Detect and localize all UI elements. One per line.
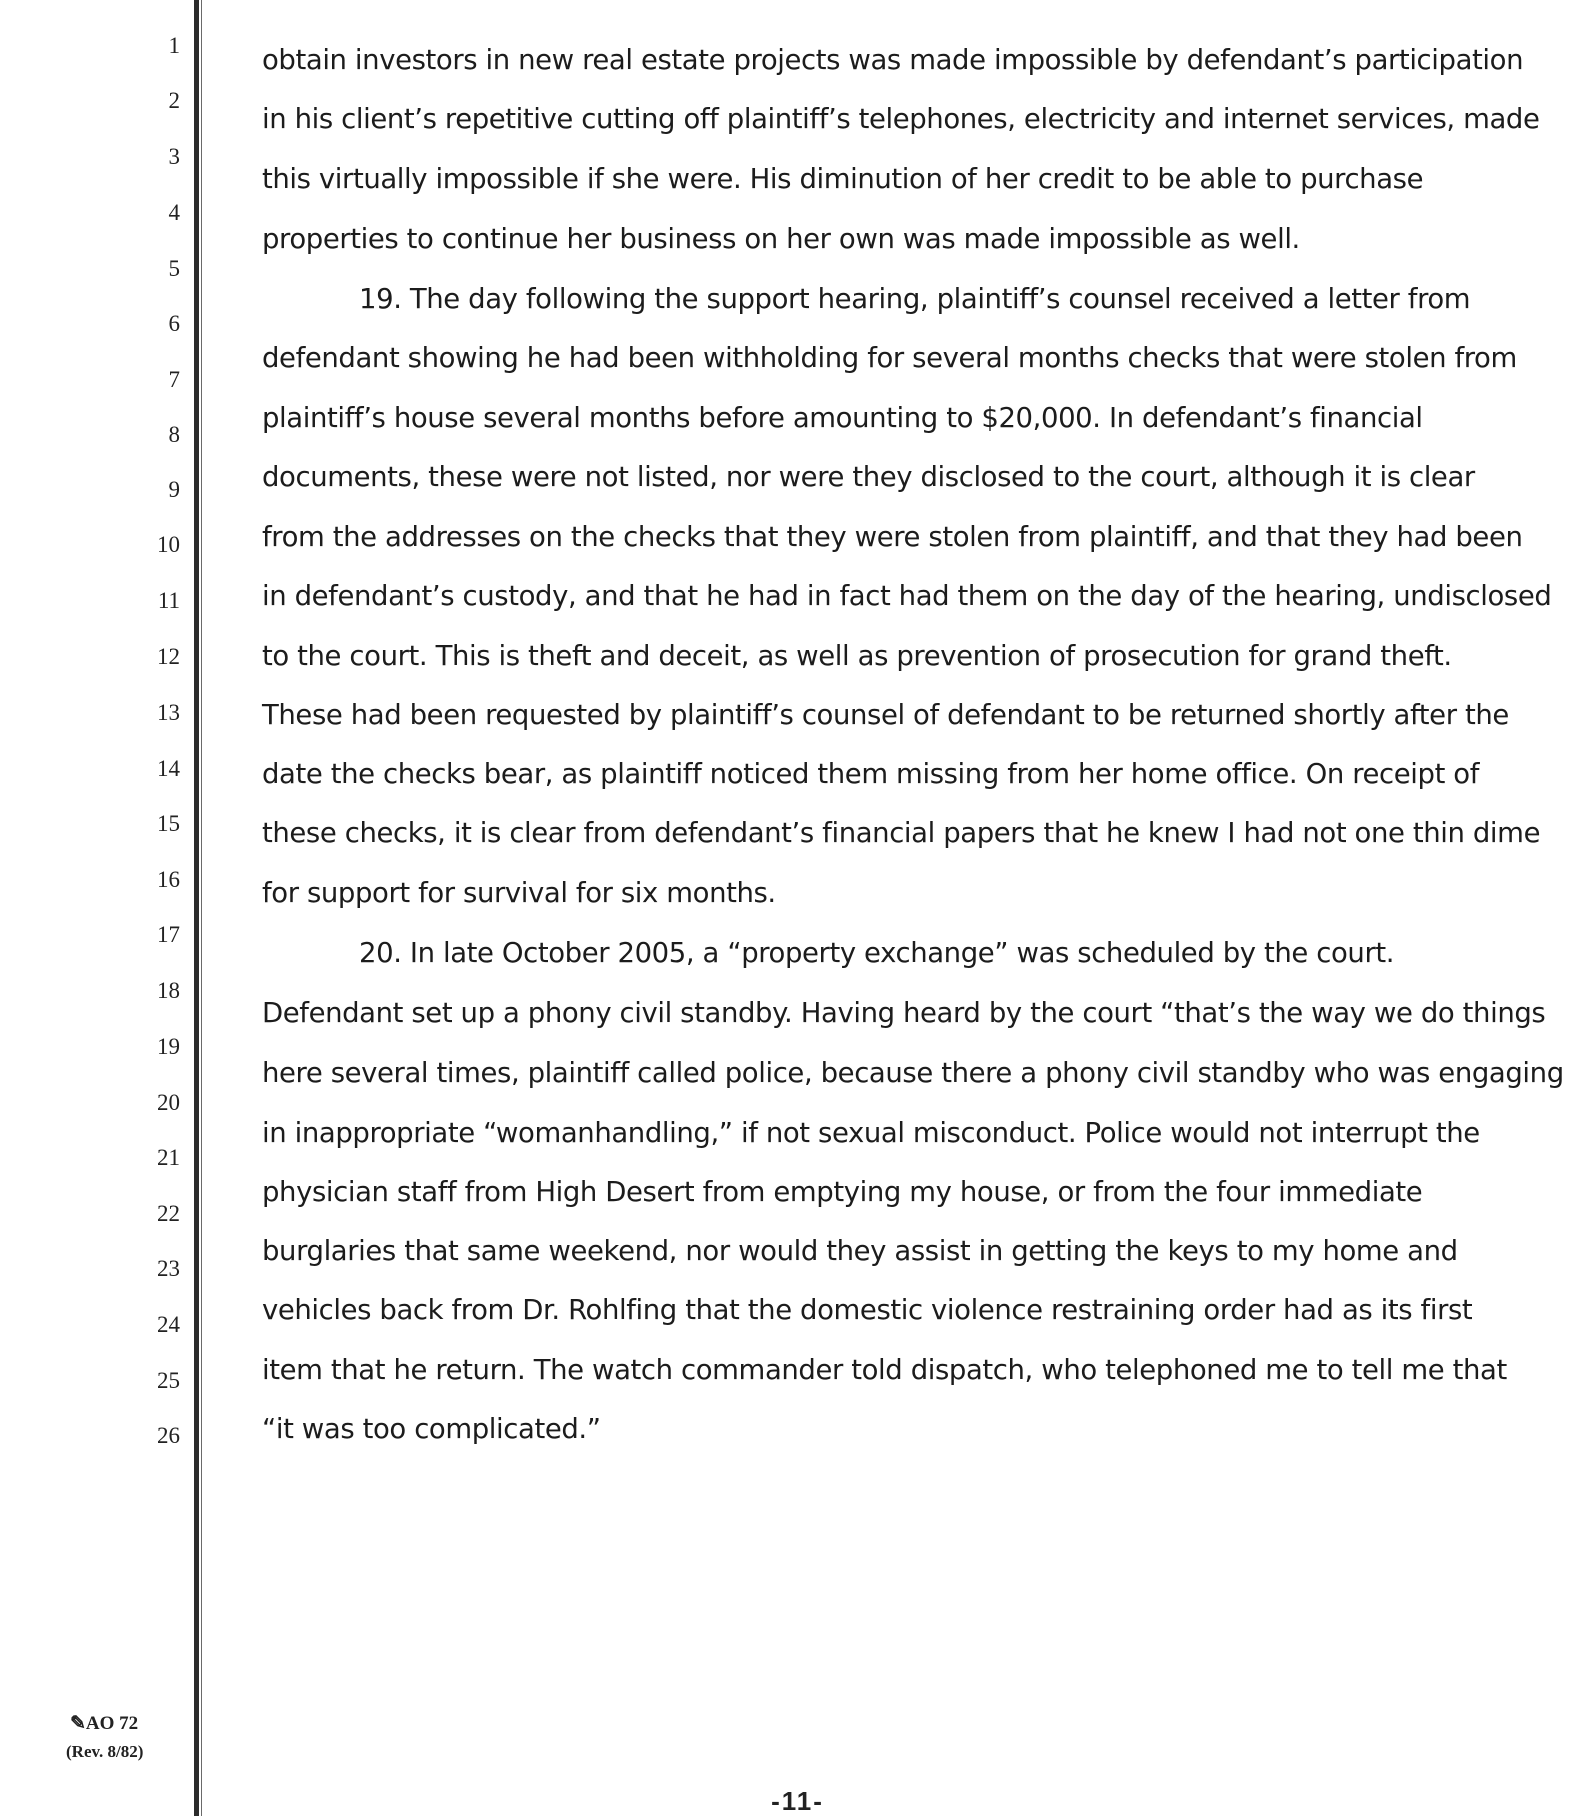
form-number: ✎AO 72 <box>70 1713 139 1734</box>
text-line: properties to continue her business on her own was made impossible as well. <box>262 223 1300 255</box>
line-number: 20 <box>157 1090 180 1115</box>
line-number: 13 <box>157 700 180 725</box>
line-number: 17 <box>157 922 180 947</box>
line-number: 18 <box>157 978 180 1003</box>
line-number: 25 <box>157 1368 180 1393</box>
left-margin-rule <box>194 0 199 1816</box>
line-number: 26 <box>157 1423 180 1448</box>
line-number: 15 <box>157 811 180 836</box>
line-number: 9 <box>168 477 180 502</box>
text-line: burglaries that same weekend, nor would they assist in getting the keys to my home and <box>262 1235 1458 1267</box>
text-line: plaintiff’s house several months before amounting to $20,000. In defendant’s financial <box>262 402 1423 434</box>
line-number: 4 <box>168 200 180 225</box>
line-number: 10 <box>157 532 180 557</box>
left-margin-rule-inner <box>201 0 202 1816</box>
line-number: 8 <box>168 422 180 447</box>
text-line: in defendant’s custody, and that he had in fact had them on the day of the hearing, undisclosed <box>262 580 1552 612</box>
line-number: 23 <box>157 1256 180 1281</box>
text-line: Defendant set up a phony civil standby. Having heard by the court “that’s the way we do things <box>262 997 1546 1029</box>
line-number: 14 <box>157 756 180 781</box>
text-line: “it was too complicated.” <box>262 1413 601 1445</box>
line-number: 11 <box>157 588 180 613</box>
text-line: from the addresses on the checks that they were stolen from plaintiff, and that they had been <box>262 521 1523 553</box>
text-line: vehicles back from Dr. Rohlfing that the domestic violence restraining order had as its first <box>262 1294 1473 1326</box>
line-number: 7 <box>168 367 180 392</box>
text-line: in his client’s repetitive cutting off plaintiff’s telephones, electricity and internet services, made <box>262 103 1540 135</box>
line-number: 22 <box>157 1201 180 1226</box>
line-number: 5 <box>168 256 180 281</box>
text-line: defendant showing he had been withholding for several months checks that were stolen from <box>262 342 1517 374</box>
text-line: date the checks bear, as plaintiff noticed them missing from her home office. On receipt of <box>262 758 1479 790</box>
line-number: 16 <box>157 867 180 892</box>
text-line: this virtually impossible if she were. His diminution of her credit to be able to purchase <box>262 163 1424 195</box>
text-line: physician staff from High Desert from emptying my house, or from the four immediate <box>262 1176 1423 1208</box>
line-number: 1 <box>168 33 180 58</box>
page-number: -11- <box>771 1786 824 1816</box>
paragraph-20-start: 20. In late October 2005, a “property exchange” was scheduled by the court. <box>359 937 1395 969</box>
text-line: these checks, it is clear from defendant’s financial papers that he knew I had not one thin dime <box>262 817 1541 849</box>
text-line: obtain investors in new real estate projects was made impossible by defendant’s participation <box>262 44 1524 76</box>
line-number-column <box>100 0 180 1700</box>
line-number: 12 <box>157 644 180 669</box>
line-number: 3 <box>168 144 180 169</box>
line-number: 2 <box>168 88 180 113</box>
paragraph-19-start: 19. The day following the support hearing, plaintiff’s counsel received a letter from <box>359 283 1471 315</box>
line-number: 24 <box>157 1312 180 1337</box>
line-number: 21 <box>157 1145 180 1170</box>
text-line: here several times, plaintiff called police, because there a phony civil standby who was engaging <box>262 1057 1564 1089</box>
text-line: in inappropriate “womanhandling,” if not sexual misconduct. Police would not interrupt the <box>262 1117 1480 1149</box>
text-line: documents, these were not listed, nor were they disclosed to the court, although it is clear <box>262 461 1475 493</box>
text-line: item that he return. The watch commander told dispatch, who telephoned me to tell me that <box>262 1354 1507 1386</box>
line-number: 19 <box>157 1034 180 1059</box>
text-line: to the court. This is theft and deceit, as well as prevention of prosecution for grand theft. <box>262 640 1452 672</box>
line-number: 6 <box>168 311 180 336</box>
text-line: for support for survival for six months. <box>262 877 776 909</box>
form-revision: (Rev. 8/82) <box>66 1742 144 1761</box>
text-line: These had been requested by plaintiff’s counsel of defendant to be returned shortly after the <box>262 699 1509 731</box>
